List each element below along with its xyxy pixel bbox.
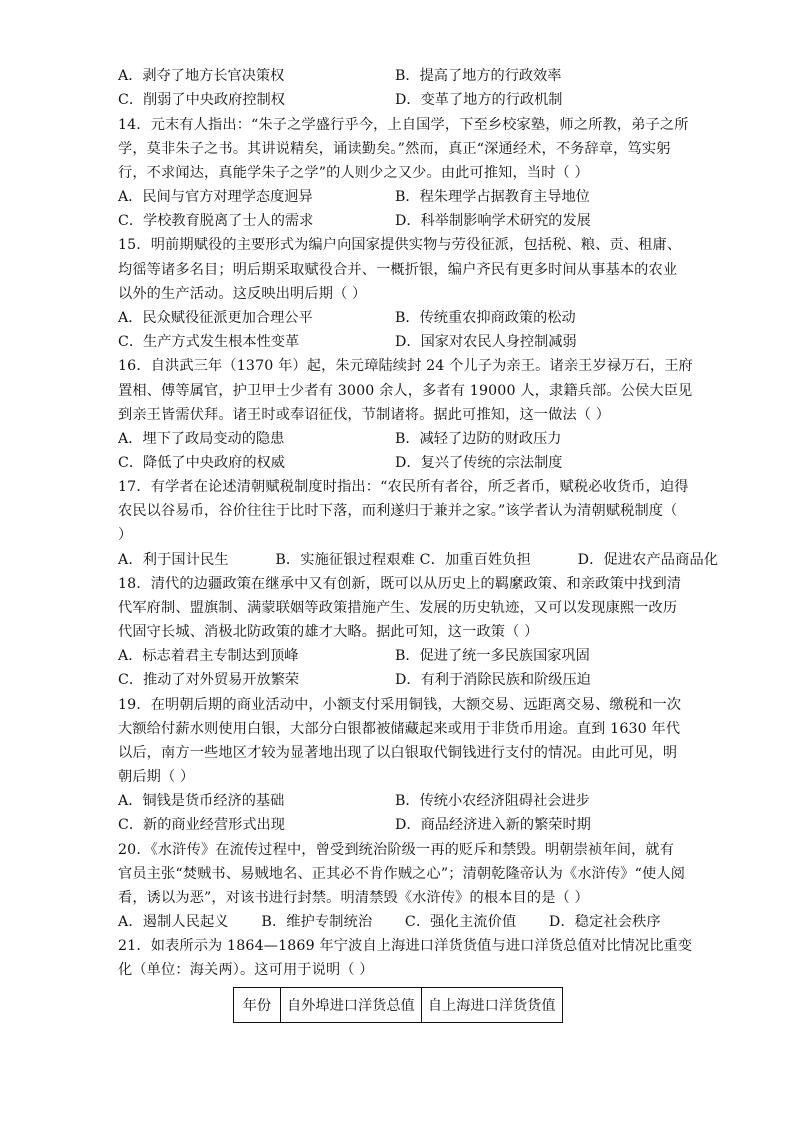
q19-option-a[interactable]: A．铜钱是货币经济的基础 (118, 793, 285, 809)
q14-option-a[interactable]: A．民间与官方对理学态度迥异 (118, 189, 313, 205)
q16-option-c[interactable]: C．降低了中央政府的权威 (118, 455, 285, 471)
q19-stem-line-4: 朝后期（ ） (118, 769, 195, 785)
q15-stem-line-2: 均徭等诸多名目；明后期采取赋役合并、一概折银，编户齐民有更多时间从事基本的农业 (118, 262, 678, 278)
q14-option-c[interactable]: C．学校教育脱离了士人的需求 (118, 213, 314, 229)
q19-option-d[interactable]: D．商品经济进入新的繁荣时期 (395, 817, 591, 833)
q13-option-c[interactable]: C．削弱了中央政府控制权 (118, 92, 285, 108)
q16-stem-line-2: 置相、傅等属官，护卫甲士少者有 3000 余人，多者有 19000 人，隶籍兵部。公侯大臣见 (118, 383, 693, 399)
q14-option-b[interactable]: B．程朱理学占据教育主导地位 (395, 189, 590, 205)
q17-stem-line-2: 农民以谷易币，谷价往往于比时下落，而利遂归于兼并之家。”该学者认为清朝赋税制度（ (118, 503, 678, 519)
q14-option-d[interactable]: D．科举制影响学术研究的发展 (395, 213, 591, 229)
q14-stem-line-2: 学，莫非朱子之书。其讲说精矣，诵读勤矣。”然而，真正“深通经术，不务辞章，笃实躬 (118, 141, 671, 157)
q16-stem-line-3: 到亲王皆需伏拜。诸王时或奉诏征伐，节制诸将。据此可推知，这一做法（ ） (118, 407, 611, 423)
q18-option-a[interactable]: A．标志着君主专制达到顶峰 (118, 648, 299, 664)
table-header-row (234, 988, 563, 1023)
q16-stem-line-1: 16．自洪武三年（1370 年）起，朱元璋陆续封 24 个儿子为亲王。诸亲王岁禄万石，王府 (118, 358, 693, 374)
q16-option-b[interactable]: B．减轻了边防的财政压力 (395, 431, 562, 447)
q20-stem-line-3: 看，诱以为恶”，对该书进行封禁。明清禁毁《水浒传》的根本目的是（ ） (118, 890, 589, 906)
q21-stem-line-1: 21．如表所示为 1864—1869 年宁波自上海进口洋货货值与进口洋货总值对比情况比重变 (118, 938, 693, 954)
q19-stem-line-2: 大额给付薪水则使用白银，大部分白银都被储藏起来或用于非货币用途。直到 1630 年代 (118, 721, 681, 737)
table-header-year: 年份 (234, 988, 281, 1023)
q20-stem-line-1: 20．《水浒传》在流传过程中，曾受到统治阶级一再的贬斥和禁毁。明朝崇祯年间，就有 (118, 842, 675, 858)
q20-stem-line-2: 官员主张“焚贼书、易贼地名、正其必不肯作贼之心”；清朝乾隆帝认为《水浒传》“使人阅 (118, 866, 686, 882)
q18-stem-line-3: 代固守长城、消极北防政策的雄才大略。据此可知，这一政策（ ） (118, 624, 539, 640)
q13-option-b[interactable]: B．提高了地方的行政效率 (395, 68, 562, 84)
q18-option-c[interactable]: C．推动了对外贸易开放繁荣 (118, 672, 300, 688)
q15-option-d[interactable]: D．国家对农民人身控制减弱 (395, 334, 577, 350)
q19-stem-line-1: 19．在明朝后期的商业活动中，小额支付采用铜钱，大额交易、远距离交易、缴税和一次 (118, 697, 682, 713)
q17-stem-line-3: ） (118, 527, 133, 543)
q18-stem-line-2: 代军府制、盟旗制、满蒙联姻等政策措施产生、发展的历史轨迹，又可以发现康熙一改历 (118, 600, 678, 616)
q18-option-b[interactable]: B．促进了统一多民族国家巩固 (395, 648, 590, 664)
q15-stem-line-3: 以外的生产活动。这反映出明后期（ ） (118, 286, 367, 302)
q15-option-a[interactable]: A．民众赋役征派更加合理公平 (118, 310, 313, 326)
q13-option-a[interactable]: A．剥夺了地方长官决策权 (118, 68, 285, 84)
q16-option-d[interactable]: D．复兴了传统的宗法制度 (395, 455, 563, 471)
q15-option-b[interactable]: B．传统重农抑商政策的松动 (395, 310, 576, 326)
q19-option-c[interactable]: C．新的商业经营形式出现 (118, 817, 285, 833)
q20-options[interactable]: A．遏制人民起义 B．维护专制统治 C．强化主流价值 D．稳定社会秩序 (118, 914, 661, 930)
q16-option-a[interactable]: A．埋下了政局变动的隐患 (118, 431, 285, 447)
q13-option-d[interactable]: D．变革了地方的行政机制 (395, 92, 563, 108)
q18-option-d[interactable]: D．有利于消除民族和阶级压迫 (395, 672, 591, 688)
q14-stem-line-3: 行，不求闻达，真能学朱子之学”的人则少之又少。由此可推知，当时（ ） (118, 165, 589, 181)
q17-stem-line-1: 17．有学者在论述清朝赋税制度时指出：“农民所有者谷，所乏者币，赋税必收货币，迫得 (118, 479, 689, 495)
import-value-table (233, 987, 563, 1023)
q19-stem-line-3: 以后，南方一些地区才较为显著地出现了以白银取代铜钱进行支付的情况。由此可见，明 (118, 745, 678, 761)
table-header-total-import: 自外埠进口洋货总值 (281, 988, 422, 1023)
q17-options[interactable]: A．利于国计民生 B．实施征银过程艰难 C．加重百姓负担 D．促进农产品商品化 (118, 552, 719, 568)
table-header-shanghai-import: 自上海进口洋货货值 (421, 988, 562, 1023)
q15-stem-line-1: 15．明前期赋役的主要形式为编户向国家提供实物与劳役征派，包括税、粮、贡、租庸、 (118, 237, 682, 253)
q14-stem-line-1: 14．元末有人指出：“朱子之学盛行乎今，上自国学，下至乡校家塾，师之所教，弟子之所 (118, 117, 689, 133)
q21-stem-line-2: 化（单位：海关两）。这可用于说明（ ） (118, 962, 374, 978)
q15-option-c[interactable]: C．生产方式发生根本性变革 (118, 334, 300, 350)
q18-stem-line-1: 18．清代的边疆政策在继承中又有创新，既可以从历史上的羁縻政策、和亲政策中找到清 (118, 576, 682, 592)
q19-option-b[interactable]: B．传统小农经济阻碍社会进步 (395, 793, 590, 809)
